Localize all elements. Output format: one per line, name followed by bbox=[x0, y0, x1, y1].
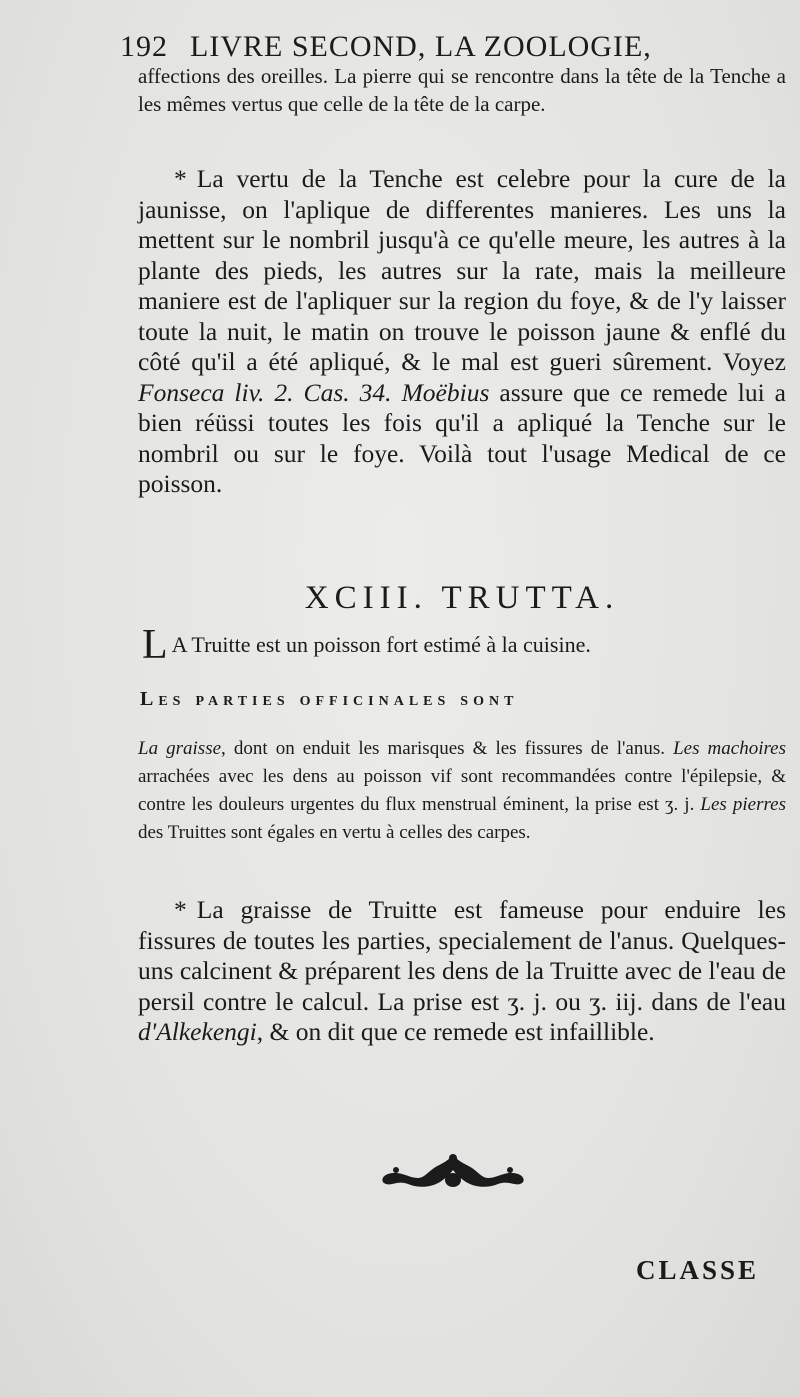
running-title: LIVRE SECOND, LA ZOOLOGIE, bbox=[190, 30, 652, 63]
catchword: CLASSE bbox=[636, 1255, 760, 1285]
section-intro bbox=[142, 622, 782, 668]
page-number: 192 bbox=[120, 30, 168, 63]
intro-text: A Truitte est un poisson fort estimé à la cuisine. bbox=[171, 632, 591, 657]
asterisk-mark: * bbox=[174, 895, 187, 924]
section-title: XCIII. TRUTTA. bbox=[304, 580, 620, 616]
officinal-parts-text bbox=[138, 735, 786, 847]
asterisk-mark: * bbox=[174, 164, 187, 193]
term-machoires: Les machoires bbox=[673, 738, 787, 759]
paragraph-text: assure que ce remede lui a bien réüssi toutes les fois qu'il a apliqué la Tenche sur le nombril ou sur le foye. Voilà tout l'usage Medical de ce poisson. bbox=[138, 377, 787, 498]
term-alkekengi: d'Alkekengi bbox=[138, 1017, 257, 1046]
citation-moebius: Moëbius bbox=[401, 377, 490, 407]
fleuron-ornament-icon bbox=[378, 1148, 528, 1194]
drop-cap: L bbox=[142, 622, 168, 668]
paragraph-tenche-remedy bbox=[138, 164, 786, 500]
citation-fonseca: Fonseca liv. 2. Cas. 34. bbox=[138, 377, 392, 407]
text-run: arrachées avec les dens au poisson vif sont recommandées contre l'épilepsie, & contre les douleurs urgentes du flux menstrual éminent, la prise est ʒ. j. bbox=[138, 766, 786, 815]
paragraph-truitte-remedy bbox=[138, 895, 786, 1048]
text-run: des Truittes sont égales en vertu à celles des carpes. bbox=[138, 822, 531, 843]
subheading: Les parties officinales sont bbox=[140, 688, 519, 710]
paragraph-text: La graisse de Truitte est fameuse pour enduire les fissures de toutes les parties, specialement de l'anus. Quelques-uns calcinent & préparent les dens de la Truitte avec de l'eau de persil contre le calcul. La prise est ʒ. j. ou ʒ. iij. dans de l'eau bbox=[138, 895, 786, 1016]
paragraph-text: La vertu de la Tenche est celebre pour la cure de la jaunisse, on l'aplique de differentes manieres. Les uns la mettent sur le nombril jusqu'à ce qu'elle meure, les autres à la plante des pieds, les autres sur la rate, mais la meilleure maniere est de l'apliquer sur la region du foye, & de l'y laisser toute la nuit, le matin on trouve le poisson jaune & enflé du côté qu'il a été apliqué, & le mal est gueri sûrement. Voyez bbox=[138, 164, 786, 376]
running-header bbox=[120, 30, 720, 64]
paragraph-text: , & on dit que ce remede est infaillible. bbox=[256, 1017, 655, 1046]
term-pierres: Les pierres bbox=[700, 794, 786, 815]
continued-text: affections des oreilles. La pierre qui se rencontre dans la tête de la Tenche a les mêmes vertus que celle de la tête de la carpe. bbox=[138, 64, 786, 116]
text-run: , dont on enduit les marisques & les fissures de l'anus. bbox=[221, 738, 674, 759]
term-graisse: La graisse bbox=[138, 738, 222, 759]
